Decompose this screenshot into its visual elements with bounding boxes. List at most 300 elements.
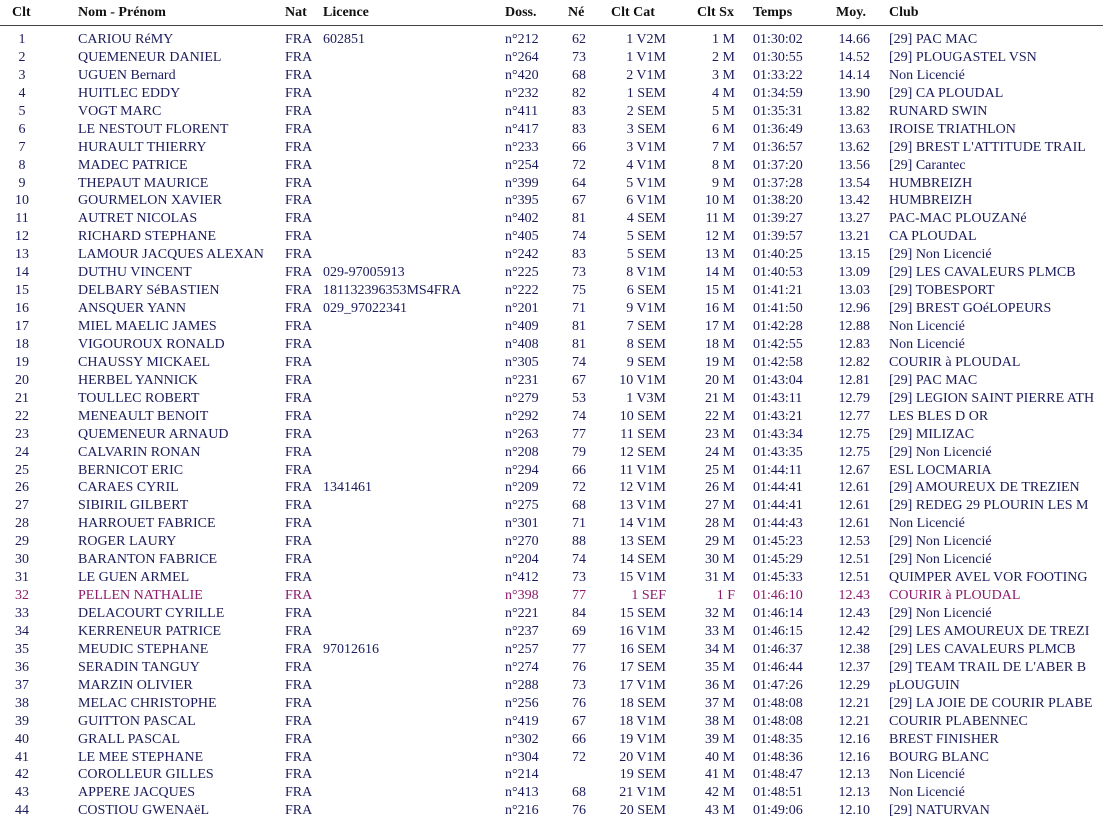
cell-club: BOURG BLANC (889, 749, 989, 765)
cell-ne: 67 (572, 193, 586, 209)
cell-ne: 83 (572, 121, 586, 137)
cell-clt-sx: 3 M (712, 67, 735, 83)
cell-moy: 12.53 (838, 534, 870, 550)
table-row (0, 300, 1103, 318)
cell-clt-sx: 13 M (705, 247, 735, 263)
cell-nat: FRA (285, 247, 313, 263)
cell-doss: n°420 (505, 67, 539, 83)
cell-ne: 72 (572, 157, 586, 173)
cell-nat: FRA (285, 67, 313, 83)
cell-temps: 01:43:34 (753, 426, 803, 442)
cell-club: Non Licencié (889, 516, 965, 532)
table-row (0, 515, 1103, 533)
cell-ne: 77 (572, 588, 586, 604)
cell-clt-sx: 2 M (712, 49, 735, 65)
cell-ne: 83 (572, 247, 586, 263)
cell-club: HUMBREIZH (889, 193, 973, 209)
cell-temps: 01:37:28 (753, 175, 803, 191)
cell-licence: 1341461 (323, 480, 372, 496)
cell-clt-sx: 21 M (705, 390, 735, 406)
cell-club: Non Licencié (889, 767, 965, 783)
table-row (0, 802, 1103, 820)
cell-clt-cat: 5 SEM (626, 229, 666, 245)
cell-clt-cat: 1 V3M (626, 390, 666, 406)
cell-temps: 01:43:11 (753, 390, 803, 406)
cell-clt-cat: 20 V1M (619, 749, 666, 765)
cell-name: MEUDIC STEPHANE (78, 641, 209, 657)
cell-clt-cat: 8 V1M (626, 265, 666, 281)
cell-nat: FRA (285, 139, 313, 155)
cell-clt-cat: 7 SEM (626, 319, 666, 334)
cell-doss: n°214 (505, 767, 539, 783)
cell-doss: n°274 (505, 659, 539, 675)
cell-name: SIBIRIL GILBERT (78, 498, 189, 514)
cell-club: [29] Carantec (889, 157, 966, 173)
cell-club: BREST FINISHER (889, 731, 999, 747)
cell-club: [29] LA JOIE DE COURIR PLABE (889, 695, 1093, 711)
cell-clt-sx: 16 M (705, 301, 735, 317)
cell-moy: 13.09 (838, 265, 870, 281)
cell-nat: FRA (285, 229, 313, 245)
cell-ne: 68 (572, 67, 586, 83)
table-row (0, 246, 1103, 264)
cell-nat: FRA (285, 390, 313, 406)
cell-temps: 01:41:21 (753, 283, 803, 299)
cell-clt-sx: 41 M (705, 767, 735, 783)
cell-name: VIGOUROUX RONALD (78, 336, 225, 352)
cell-nat: FRA (285, 103, 313, 119)
cell-name: DELACOURT CYRILLE (78, 606, 225, 621)
table-row (0, 175, 1103, 193)
cell-clt-cat: 11 SEM (620, 426, 666, 442)
cell-clt-sx: 4 M (712, 85, 735, 101)
cell-clt-cat: 3 V1M (626, 139, 666, 155)
table-row (0, 641, 1103, 659)
cell-moy: 13.15 (838, 247, 870, 263)
cell-clt: 17 (15, 319, 29, 334)
table-row (0, 336, 1103, 354)
cell-clt-cat: 18 SEM (619, 695, 666, 711)
cell-moy: 12.77 (838, 408, 870, 424)
cell-clt-sx: 18 M (705, 336, 735, 352)
cell-clt-cat: 8 SEM (626, 336, 666, 352)
cell-doss: n°237 (505, 623, 539, 639)
cell-nat: FRA (285, 695, 313, 711)
cell-moy: 13.62 (838, 139, 870, 155)
cell-nat: FRA (285, 785, 313, 801)
cell-clt-sx: 43 M (705, 803, 735, 819)
table-row (0, 479, 1103, 497)
cell-name: SERADIN TANGUY (78, 659, 200, 675)
cell-clt-sx: 23 M (705, 426, 735, 442)
cell-moy: 12.88 (838, 319, 870, 334)
cell-moy: 12.16 (838, 749, 870, 765)
cell-ne: 75 (572, 283, 586, 299)
cell-ne: 66 (572, 462, 586, 478)
cell-moy: 12.29 (838, 677, 870, 693)
cell-moy: 12.10 (838, 803, 870, 819)
cell-name: LE NESTOUT FLORENT (78, 121, 229, 137)
cell-ne: 53 (572, 390, 586, 406)
cell-moy: 13.21 (838, 229, 870, 245)
cell-doss: n°231 (505, 372, 539, 388)
cell-doss: n°225 (505, 265, 539, 281)
cell-clt-sx: 32 M (705, 606, 735, 621)
cell-clt-sx: 25 M (705, 462, 735, 478)
cell-club: [29] REDEG 29 PLOURIN LES M (889, 498, 1089, 514)
cell-ne: 84 (572, 606, 586, 621)
table-row (0, 103, 1103, 121)
cell-clt-cat: 3 SEM (626, 121, 666, 137)
table-row (0, 67, 1103, 85)
cell-clt: 28 (15, 516, 29, 532)
table-row (0, 731, 1103, 749)
cell-temps: 01:48:47 (753, 767, 803, 783)
cell-name: KERRENEUR PATRICE (78, 623, 222, 639)
cell-club: [29] LES CAVALEURS PLMCB (889, 641, 1076, 657)
cell-nat: FRA (285, 444, 313, 460)
cell-moy: 12.75 (838, 444, 870, 460)
cell-ne: 74 (572, 229, 586, 245)
cell-moy: 13.27 (838, 211, 870, 227)
cell-nat: FRA (285, 677, 313, 693)
cell-name: CHAUSSY MICKAEL (78, 354, 211, 370)
cell-nat: FRA (285, 480, 313, 496)
cell-ne: 67 (572, 372, 586, 388)
cell-moy: 12.61 (838, 516, 870, 532)
cell-clt: 24 (15, 444, 29, 460)
cell-ne: 66 (572, 139, 586, 155)
cell-name: GOURMELON XAVIER (78, 193, 223, 209)
cell-clt: 4 (18, 85, 26, 101)
cell-clt-sx: 19 M (705, 354, 735, 370)
cell-doss: n°275 (505, 498, 539, 514)
cell-clt: 30 (15, 552, 29, 568)
table-row (0, 31, 1103, 49)
cell-club: [29] BREST GOéLOPEURS (889, 301, 1052, 317)
cell-nat: FRA (285, 157, 313, 173)
cell-nat: FRA (285, 803, 313, 819)
cell-moy: 13.90 (838, 85, 870, 101)
table-row (0, 569, 1103, 587)
cell-clt-sx: 12 M (705, 229, 735, 245)
cell-moy: 13.42 (838, 193, 870, 209)
cell-clt-sx: 27 M (705, 498, 735, 514)
table-row (0, 551, 1103, 569)
table-row (0, 659, 1103, 677)
table-body (0, 31, 1103, 820)
cell-ne: 73 (572, 677, 586, 693)
cell-name: ROGER LAURY (78, 534, 177, 550)
cell-nat: FRA (285, 301, 313, 317)
cell-name: MADEC PATRICE (78, 157, 188, 173)
cell-clt-cat: 11 V1M (619, 462, 666, 478)
table-row (0, 533, 1103, 551)
cell-clt: 40 (15, 731, 29, 747)
cell-doss: n°412 (505, 570, 539, 586)
table-row (0, 390, 1103, 408)
cell-name: LE GUEN ARMEL (78, 570, 190, 586)
cell-doss: n°256 (505, 695, 539, 711)
cell-name: DELBARY SéBASTIEN (78, 283, 220, 299)
header-clt-cat: Clt Cat (611, 5, 655, 20)
cell-doss: n°208 (505, 444, 539, 460)
cell-club: Non Licencié (889, 336, 965, 352)
cell-club: [29] AMOUREUX DE TREZIEN (889, 480, 1080, 496)
cell-clt-sx: 38 M (705, 713, 735, 729)
cell-nat: FRA (285, 659, 313, 675)
cell-clt-cat: 1 SEM (626, 85, 666, 101)
cell-ne: 77 (572, 426, 586, 442)
cell-club: [29] PAC MAC (889, 372, 978, 388)
cell-temps: 01:48:08 (753, 713, 803, 729)
table-row (0, 749, 1103, 767)
cell-club: HUMBREIZH (889, 175, 973, 191)
cell-name: COROLLEUR GILLES (78, 767, 214, 783)
cell-club: Non Licencié (889, 785, 965, 801)
cell-moy: 12.43 (838, 588, 870, 604)
table-row (0, 623, 1103, 641)
cell-clt-cat: 21 V1M (619, 785, 666, 801)
cell-moy: 13.82 (838, 103, 870, 119)
cell-clt: 29 (15, 534, 29, 550)
cell-temps: 01:46:15 (753, 623, 803, 639)
cell-doss: n°411 (505, 103, 539, 119)
cell-ne: 74 (572, 552, 586, 568)
cell-clt-sx: 10 M (705, 193, 735, 209)
cell-moy: 12.83 (838, 336, 870, 352)
cell-temps: 01:45:23 (753, 534, 803, 550)
cell-temps: 01:46:10 (753, 588, 803, 604)
cell-licence: 602851 (323, 32, 365, 47)
cell-doss: n°399 (505, 175, 539, 191)
cell-clt-sx: 14 M (705, 265, 735, 281)
cell-clt-sx: 6 M (712, 121, 735, 137)
cell-ne: 76 (572, 803, 586, 819)
cell-club: [29] LES CAVALEURS PLMCB (889, 265, 1076, 281)
table-row (0, 444, 1103, 462)
cell-clt-cat: 13 V1M (619, 498, 666, 514)
cell-clt-sx: 36 M (705, 677, 735, 693)
table-row (0, 210, 1103, 228)
cell-ne: 88 (572, 534, 586, 550)
cell-doss: n°294 (505, 462, 539, 478)
cell-doss: n°301 (505, 516, 539, 532)
cell-club: COURIR à PLOUDAL (889, 354, 1021, 370)
table-row (0, 282, 1103, 300)
cell-clt: 18 (15, 336, 29, 352)
cell-clt-sx: 15 M (705, 283, 735, 299)
table-row (0, 121, 1103, 139)
cell-club: [29] CA PLOUDAL (889, 85, 1004, 101)
table-row (0, 605, 1103, 623)
cell-name: GUITTON PASCAL (78, 713, 196, 729)
cell-clt: 39 (15, 713, 29, 729)
table-row (0, 587, 1103, 605)
cell-clt: 35 (15, 641, 29, 657)
cell-clt: 7 (18, 139, 26, 155)
cell-clt: 10 (15, 193, 29, 209)
cell-temps: 01:43:21 (753, 408, 803, 424)
cell-club: [29] LES AMOUREUX DE TREZI (889, 623, 1090, 639)
cell-clt-sx: 20 M (705, 372, 735, 388)
cell-doss: n°257 (505, 641, 539, 657)
cell-temps: 01:45:29 (753, 552, 803, 568)
cell-ne: 68 (572, 785, 586, 801)
cell-ne: 74 (572, 354, 586, 370)
cell-clt: 16 (15, 301, 29, 317)
cell-clt: 25 (15, 462, 29, 478)
cell-ne: 77 (572, 641, 586, 657)
cell-clt: 44 (15, 803, 29, 819)
cell-ne: 68 (572, 498, 586, 514)
cell-clt: 8 (18, 157, 26, 173)
cell-clt-cat: 15 SEM (619, 606, 666, 621)
cell-name: PELLEN NATHALIE (78, 588, 203, 604)
cell-clt-cat: 10 V1M (619, 372, 666, 388)
cell-doss: n°405 (505, 229, 539, 245)
cell-temps: 01:30:55 (753, 49, 803, 65)
cell-ne: 74 (572, 408, 586, 424)
cell-ne: 62 (572, 32, 586, 47)
cell-temps: 01:43:04 (753, 372, 803, 388)
table-row (0, 228, 1103, 246)
cell-clt: 12 (15, 229, 29, 245)
cell-moy: 12.13 (838, 785, 870, 801)
cell-nat: FRA (285, 641, 313, 657)
cell-club: Non Licencié (889, 319, 965, 334)
cell-clt-sx: 34 M (705, 641, 735, 657)
cell-moy: 12.21 (838, 713, 870, 729)
cell-temps: 01:33:22 (753, 67, 803, 83)
cell-temps: 01:48:08 (753, 695, 803, 711)
cell-moy: 12.81 (838, 372, 870, 388)
cell-clt-sx: 8 M (712, 157, 735, 173)
cell-clt-cat: 13 SEM (619, 534, 666, 550)
cell-nat: FRA (285, 498, 313, 514)
cell-clt-sx: 1 F (716, 588, 735, 604)
cell-moy: 14.14 (838, 67, 870, 83)
cell-ne: 73 (572, 49, 586, 65)
cell-name: CARAES CYRIL (78, 480, 179, 496)
cell-name: HURAULT THIERRY (78, 139, 207, 155)
cell-club: [29] NATURVAN (889, 803, 990, 819)
cell-doss: n°409 (505, 319, 539, 334)
cell-doss: n°419 (505, 713, 539, 729)
cell-temps: 01:36:49 (753, 121, 803, 137)
cell-moy: 12.38 (838, 641, 870, 657)
cell-clt: 27 (15, 498, 29, 514)
cell-clt: 22 (15, 408, 29, 424)
cell-club: Non Licencié (889, 67, 965, 83)
cell-clt-cat: 16 V1M (619, 623, 666, 639)
cell-moy: 12.42 (838, 623, 870, 639)
cell-name: LE MEE STEPHANE (78, 749, 204, 765)
cell-clt: 20 (15, 372, 29, 388)
cell-moy: 12.51 (838, 552, 870, 568)
cell-clt-cat: 9 SEM (626, 354, 666, 370)
cell-doss: n°263 (505, 426, 539, 442)
cell-moy: 12.67 (838, 462, 870, 478)
cell-ne: 71 (572, 516, 586, 532)
cell-doss: n°302 (505, 731, 539, 747)
cell-name: THEPAUT MAURICE (78, 175, 209, 191)
table-row (0, 49, 1103, 67)
cell-nat: FRA (285, 606, 313, 621)
cell-name: RICHARD STEPHANE (78, 229, 217, 245)
cell-temps: 01:47:26 (753, 677, 803, 693)
cell-temps: 01:39:57 (753, 229, 803, 245)
cell-temps: 01:44:11 (753, 462, 803, 478)
cell-clt-cat: 18 V1M (619, 713, 666, 729)
cell-club: [29] Non Licencié (889, 606, 992, 621)
cell-club: [29] BREST L'ATTITUDE TRAIL (889, 139, 1086, 155)
cell-clt-sx: 39 M (705, 731, 735, 747)
cell-clt: 3 (18, 67, 26, 83)
header-name: Nom - Prénom (78, 5, 166, 20)
cell-temps: 01:48:51 (753, 785, 803, 801)
cell-temps: 01:41:50 (753, 301, 803, 317)
cell-name: VOGT MARC (78, 103, 162, 119)
cell-nat: FRA (285, 319, 313, 334)
cell-ne: 73 (572, 570, 586, 586)
cell-ne: 81 (572, 319, 586, 334)
cell-licence: 97012616 (323, 641, 379, 657)
cell-clt-cat: 20 SEM (619, 803, 666, 819)
cell-nat: FRA (285, 623, 313, 639)
cell-clt: 2 (18, 49, 26, 65)
cell-nat: FRA (285, 49, 313, 65)
table-row (0, 372, 1103, 390)
cell-clt: 33 (15, 606, 29, 621)
cell-clt-cat: 5 SEM (626, 247, 666, 263)
cell-doss: n°402 (505, 211, 539, 227)
cell-nat: FRA (285, 570, 313, 586)
table-row (0, 192, 1103, 210)
cell-clt-cat: 9 V1M (626, 301, 666, 317)
cell-name: COSTIOU GWENAëL (78, 803, 210, 819)
cell-clt-cat: 2 V1M (626, 67, 666, 83)
cell-club: [29] Non Licencié (889, 444, 992, 460)
cell-clt-cat: 1 V2M (626, 32, 666, 47)
table-header (0, 0, 1103, 26)
cell-clt-cat: 5 V1M (626, 175, 666, 191)
cell-clt: 23 (15, 426, 29, 442)
cell-club: [29] TOBESPORT (889, 283, 995, 299)
cell-temps: 01:36:57 (753, 139, 803, 155)
cell-nat: FRA (285, 121, 313, 137)
cell-doss: n°417 (505, 121, 539, 137)
cell-temps: 01:48:36 (753, 749, 803, 765)
cell-temps: 01:42:58 (753, 354, 803, 370)
cell-temps: 01:43:35 (753, 444, 803, 460)
cell-clt-cat: 14 V1M (619, 516, 666, 532)
cell-clt-sx: 22 M (705, 408, 735, 424)
cell-nat: FRA (285, 534, 313, 550)
table-row (0, 408, 1103, 426)
cell-doss: n°212 (505, 32, 539, 47)
cell-doss: n°264 (505, 49, 539, 65)
cell-moy: 12.16 (838, 731, 870, 747)
cell-clt: 37 (15, 677, 29, 693)
cell-clt-sx: 29 M (705, 534, 735, 550)
cell-clt-sx: 9 M (712, 175, 735, 191)
cell-name: QUEMENEUR ARNAUD (78, 426, 229, 442)
cell-nat: FRA (285, 731, 313, 747)
cell-doss: n°304 (505, 749, 539, 765)
cell-temps: 01:42:28 (753, 319, 803, 334)
table-row (0, 677, 1103, 695)
